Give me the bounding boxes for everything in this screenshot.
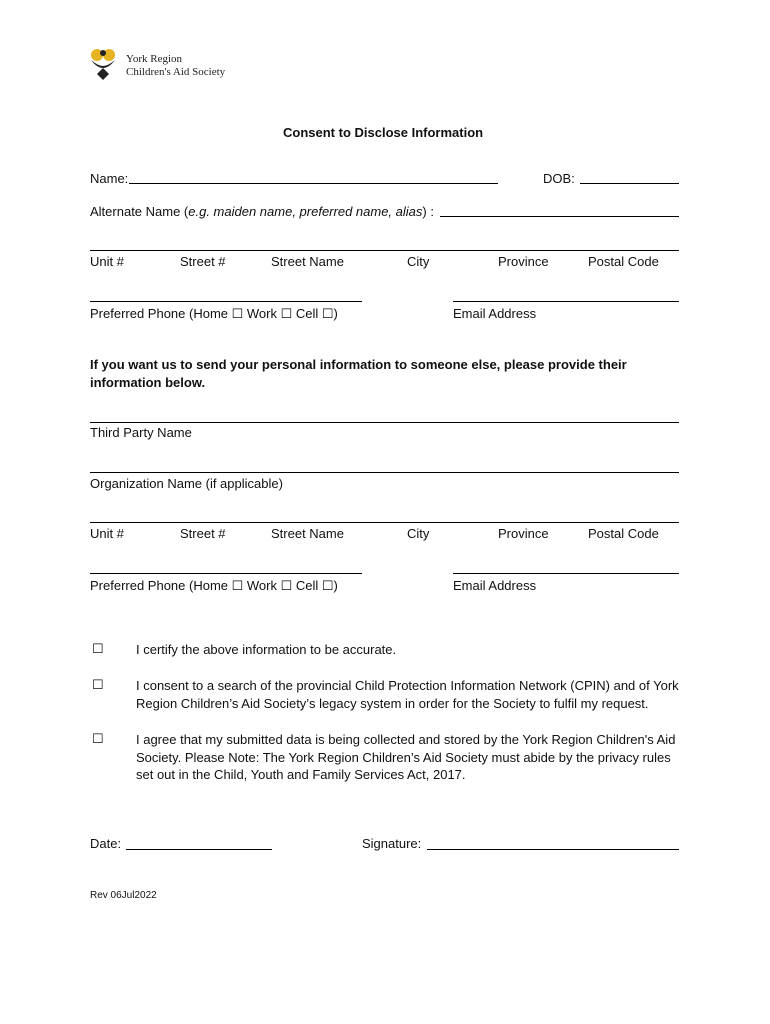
phone-field[interactable] [90, 301, 362, 302]
email-label: Email Address [453, 306, 537, 321]
logo [88, 46, 228, 82]
tp-street-name-label: Street Name [271, 526, 344, 541]
alternate-name-label: Alternate Name (e.g. maiden name, preferred name, alias) : [90, 204, 434, 219]
logo-line-2: Children's Aid Society [126, 66, 226, 78]
signature-field[interactable] [427, 849, 679, 850]
date-field[interactable] [126, 849, 272, 850]
tp-phone-field[interactable] [90, 573, 362, 574]
data-storage-checkbox[interactable]: ☐ [92, 731, 104, 746]
city-label: City [407, 254, 430, 269]
third-party-address-field[interactable] [90, 522, 679, 523]
address-field[interactable] [90, 250, 679, 251]
street-name-label: Street Name [271, 254, 344, 269]
street-number-label: Street # [180, 254, 226, 269]
cpin-search-text: I consent to a search of the provincial Child Protection Information Network (CPIN) and of York Region Children’s Aid Society’s legacy system in order for the Society to fulfil my request. [136, 678, 679, 711]
tp-phone-label: Preferred Phone (Home ☐ Work ☐ Cell ☐) [90, 578, 338, 593]
logo-mark-icon [88, 46, 124, 82]
tp-city-label: City [407, 526, 430, 541]
page-title: Consent to Disclose Information [283, 125, 484, 140]
postal-code-label: Postal Code [588, 254, 659, 269]
unit-label: Unit # [90, 254, 124, 269]
alternate-name-hint: e.g. maiden name, preferred name, alias [188, 204, 423, 219]
date-label: Date: [90, 836, 122, 851]
tp-postal-code-label: Postal Code [588, 526, 659, 541]
tp-province-label: Province [498, 526, 549, 541]
organization-name-label: Organization Name (if applicable) [90, 476, 283, 491]
tp-email-field[interactable] [453, 573, 679, 574]
tp-street-number-label: Street # [180, 526, 226, 541]
tp-email-label: Email Address [453, 578, 537, 593]
data-storage-text: I agree that my submitted data is being collected and stored by the York Region Children's Aid Society. Please Note: The York Region Children’s Aid Society must abide by the privacy rules set out in the Child, Youth and Family Services Act, 2017. [136, 732, 676, 782]
name-label: Name: [90, 171, 129, 186]
tp-unit-label: Unit # [90, 526, 124, 541]
signature-label: Signature: [362, 836, 422, 851]
third-party-name-label: Third Party Name [90, 425, 192, 440]
certify-text: I certify the above information to be accurate. [136, 642, 397, 657]
phone-label: Preferred Phone (Home ☐ Work ☐ Cell ☐) [90, 306, 338, 321]
cpin-search-checkbox[interactable]: ☐ [92, 677, 104, 692]
province-label: Province [498, 254, 549, 269]
logo-line-1: York Region [126, 53, 183, 65]
third-party-name-field[interactable] [90, 422, 679, 423]
alternate-name-field[interactable] [440, 216, 679, 217]
email-field[interactable] [453, 301, 679, 302]
third-party-instructions: If you want us to send your personal information to someone else, please provide their information below. [90, 357, 627, 390]
organization-name-field[interactable] [90, 472, 679, 473]
dob-label: DOB: [543, 171, 575, 186]
dob-field[interactable] [580, 183, 679, 184]
certify-checkbox[interactable]: ☐ [92, 641, 104, 656]
name-field[interactable] [129, 183, 498, 184]
revision-label: Rev 06Jul2022 [90, 890, 157, 901]
